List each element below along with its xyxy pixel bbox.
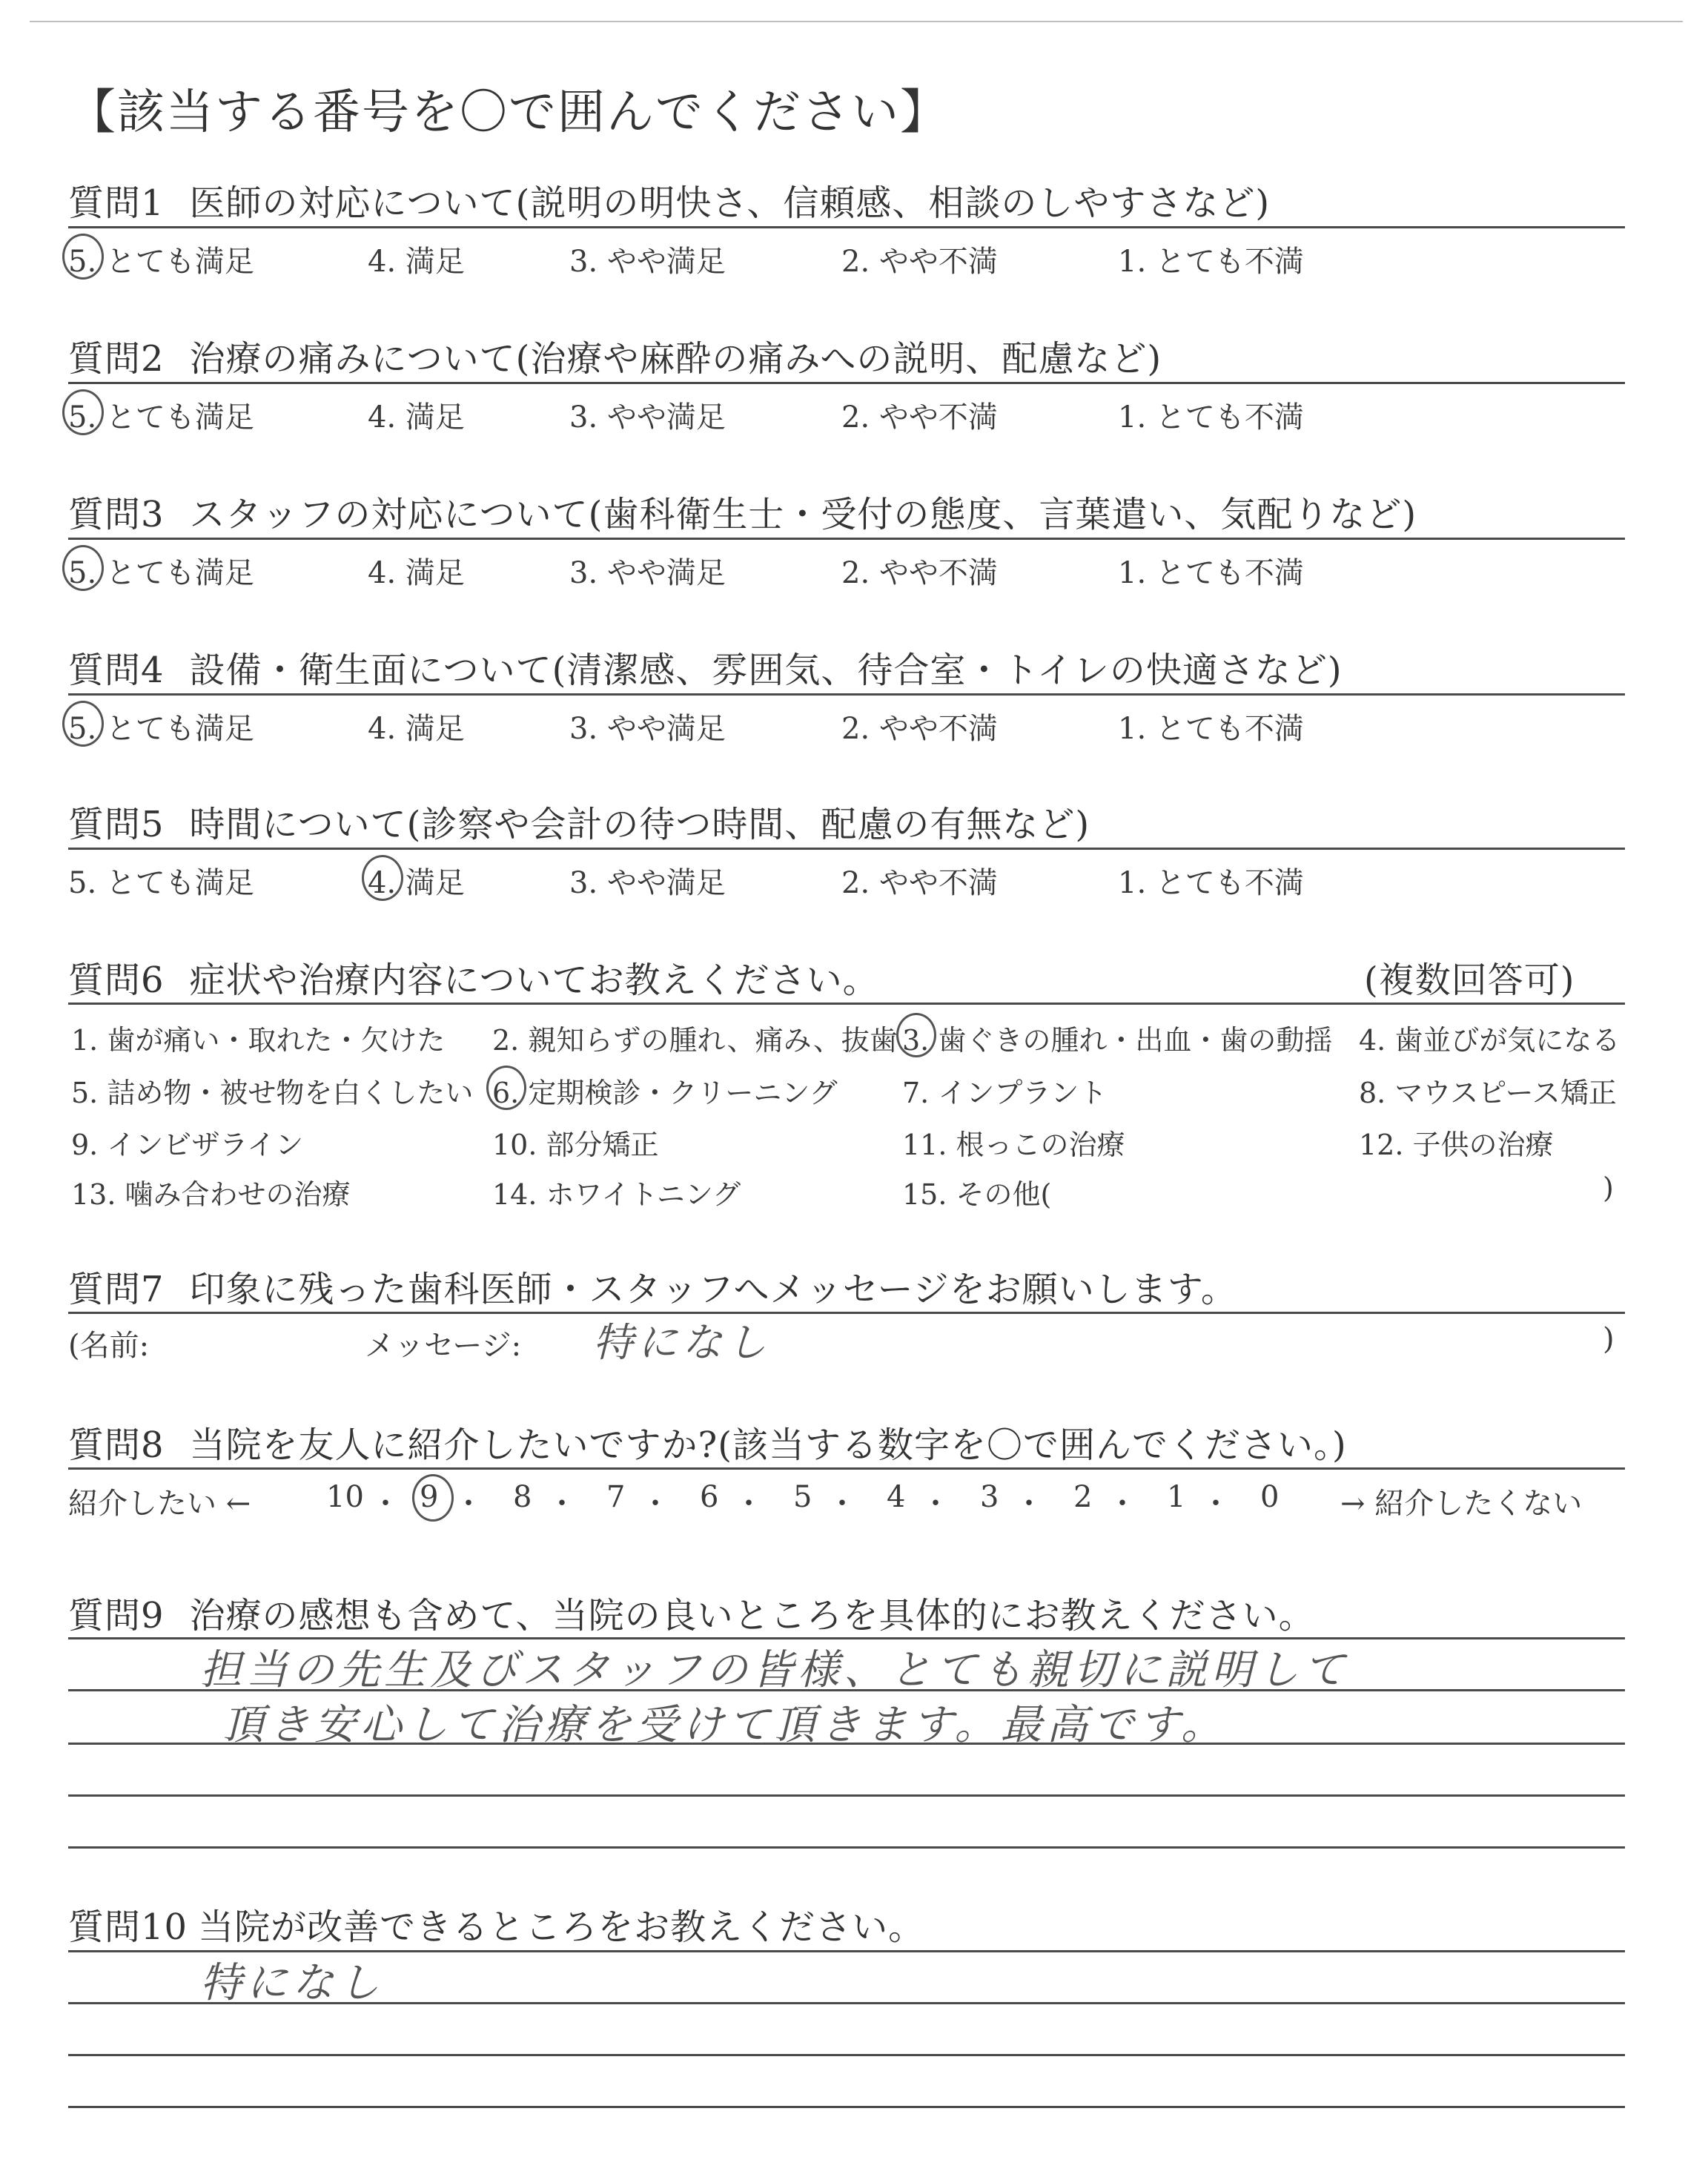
- q9-text: 治療の感想も含めて、当院の良いところを具体的にお教えください。: [189, 1595, 1315, 1636]
- q8-scale-8[interactable]: 8: [513, 1480, 532, 1514]
- q1-rule: [68, 226, 1625, 228]
- q10-heading: [68, 1898, 924, 1949]
- q3-label: 質問3: [68, 494, 165, 535]
- q7-message-label: メッセージ:: [365, 1329, 522, 1363]
- q8-scale-6[interactable]: 6: [700, 1480, 719, 1514]
- q6-label: 質問6: [68, 960, 165, 1001]
- q6-rule: [68, 1003, 1625, 1005]
- q4-option-5[interactable]: 5. とても満足: [68, 712, 254, 746]
- q7-name-label: (名前:: [68, 1329, 150, 1363]
- q8-separator: ・: [1108, 1487, 1137, 1521]
- q8-scale-4[interactable]: 4: [887, 1480, 906, 1514]
- q1-option-1[interactable]: 1. とても不満: [1118, 245, 1304, 279]
- q6-option-2[interactable]: 2. 親知らずの腫れ、痛み、抜歯: [492, 1024, 898, 1057]
- q8-scale-7[interactable]: 7: [606, 1480, 626, 1514]
- selection-circle: [362, 855, 403, 901]
- q1-option-4[interactable]: 4. 満足: [368, 245, 465, 279]
- q10-text: 当院が改善できるところをお教えください。: [198, 1906, 925, 1948]
- q6-option-11[interactable]: 11. 根っこの治療: [902, 1129, 1125, 1161]
- q5-option-5[interactable]: 5. とても満足: [68, 866, 254, 900]
- q3-text: スタッフの対応について(歯科衛生士・受付の態度、言葉遣い、気配りなど): [189, 494, 1417, 535]
- q6-option-15[interactable]: 15. その他(: [902, 1178, 1052, 1211]
- q6-option-10[interactable]: 10. 部分矯正: [492, 1129, 659, 1161]
- q2-label: 質問2: [68, 338, 165, 380]
- q8-label: 質問8: [68, 1424, 165, 1466]
- q8-separator: ・: [547, 1487, 577, 1521]
- q7-heading: [68, 1261, 1237, 1312]
- selection-circle: [62, 701, 104, 747]
- q3-option-5[interactable]: 5. とても満足: [68, 556, 254, 590]
- q4-option-2[interactable]: 2. やや不満: [841, 712, 998, 746]
- q9-heading: [68, 1587, 1315, 1638]
- q9-answer-line-1: 担当の先生及びスタッフの皆様、とても親切に説明して: [200, 1646, 1349, 1694]
- q6-option-6[interactable]: 6. 定期検診・クリーニング: [492, 1077, 838, 1109]
- q8-separator: ・: [1201, 1487, 1231, 1521]
- q5-option-3[interactable]: 3. やや満足: [569, 866, 726, 900]
- q6-option-7[interactable]: 7. インプラント: [902, 1077, 1108, 1109]
- q8-scale-5[interactable]: 5: [793, 1480, 812, 1514]
- q4-option-3[interactable]: 3. やや満足: [569, 712, 726, 746]
- q6-option-13[interactable]: 13. 噛み合わせの治療: [71, 1178, 351, 1211]
- q1-label: 質問1: [68, 182, 165, 224]
- q4-text: 設備・衛生面について(清潔感、雰囲気、待合室・トイレの快適さなど): [189, 650, 1343, 691]
- q8-scale-9[interactable]: 9: [420, 1480, 439, 1514]
- q10-rule-3: [68, 2054, 1625, 2056]
- q8-scale-2[interactable]: 2: [1073, 1480, 1093, 1514]
- q4-option-1[interactable]: 1. とても不満: [1118, 712, 1304, 746]
- q7-text: 印象に残った歯科医師・スタッフへメッセージをお願いします。: [189, 1269, 1237, 1310]
- q6-option-12[interactable]: 12. 子供の治療: [1359, 1129, 1554, 1161]
- q8-separator: ・: [921, 1487, 950, 1521]
- q8-scale-3[interactable]: 3: [980, 1480, 999, 1514]
- q6-option-5[interactable]: 5. 詰め物・被せ物を白くしたい: [71, 1077, 474, 1109]
- selection-circle: [62, 389, 104, 435]
- q10-label: 質問10: [68, 1906, 188, 1948]
- q1-option-5[interactable]: 5. とても満足: [68, 245, 254, 279]
- q8-rule: [68, 1467, 1625, 1470]
- q6-option-3[interactable]: 3. 歯ぐきの腫れ・出血・歯の動揺: [902, 1024, 1333, 1057]
- q8-separator: ・: [1014, 1487, 1044, 1521]
- q4-heading: [68, 641, 1343, 693]
- q10-answer: 特になし: [200, 1959, 384, 2007]
- q1-option-3[interactable]: 3. やや満足: [569, 245, 726, 279]
- q4-rule: [68, 693, 1625, 696]
- q9-rule-5: [68, 1846, 1625, 1849]
- q3-option-1[interactable]: 1. とても不満: [1118, 556, 1304, 590]
- q6-text: 症状や治療内容についてお教えください。: [189, 960, 879, 1001]
- q5-option-2[interactable]: 2. やや不満: [841, 866, 998, 900]
- q2-option-5[interactable]: 5. とても満足: [68, 400, 254, 435]
- q5-option-1[interactable]: 1. とても不満: [1118, 866, 1304, 900]
- q1-text: 医師の対応について(説明の明快さ、信頼感、相談のしやすさなど): [189, 182, 1271, 224]
- q8-separator: ・: [454, 1487, 483, 1521]
- q2-text: 治療の痛みについて(治療や麻酔の痛みへの説明、配慮など): [189, 338, 1162, 380]
- q2-option-4[interactable]: 4. 満足: [368, 400, 465, 435]
- q5-option-4[interactable]: 4. 満足: [368, 866, 465, 900]
- q2-option-2[interactable]: 2. やや不満: [841, 400, 998, 435]
- q7-message-value: 特になし: [593, 1319, 771, 1366]
- q6-option-14[interactable]: 14. ホワイトニング: [492, 1178, 741, 1211]
- q8-separator: ・: [734, 1487, 764, 1521]
- q6-heading: [68, 951, 879, 1003]
- q6-option-9[interactable]: 9. インビザライン: [71, 1129, 304, 1161]
- q5-label: 質問5: [68, 804, 165, 845]
- q2-rule: [68, 382, 1625, 384]
- q3-rule: [68, 538, 1625, 540]
- q9-answer-line-2: 頂き安心して治療を受けて頂きます。最高です。: [222, 1701, 1228, 1749]
- q5-rule: [68, 848, 1625, 850]
- q7-label: 質問7: [68, 1269, 165, 1310]
- q6-option-8[interactable]: 8. マウスピース矯正: [1359, 1077, 1617, 1109]
- q8-separator: ・: [371, 1487, 400, 1521]
- q5-heading: [68, 796, 1090, 847]
- q8-separator: ・: [827, 1487, 857, 1521]
- selection-circle: [62, 234, 104, 280]
- q2-option-3[interactable]: 3. やや満足: [569, 400, 726, 435]
- q3-option-2[interactable]: 2. やや不満: [841, 556, 998, 590]
- q5-text: 時間について(診察や会計の待つ時間、配慮の有無など): [189, 804, 1090, 845]
- page-title: 【該当する番号を〇で囲んでください】: [68, 85, 949, 140]
- q3-heading: [68, 486, 1417, 537]
- q3-option-3[interactable]: 3. やや満足: [569, 556, 726, 590]
- selection-circle: [412, 1474, 454, 1522]
- q9-rule-4: [68, 1794, 1625, 1797]
- q4-label: 質問4: [68, 650, 165, 691]
- q8-scale-10[interactable]: 10: [326, 1480, 364, 1514]
- scan-edge-line: [30, 21, 1683, 22]
- q8-scale-0[interactable]: 0: [1260, 1480, 1280, 1514]
- q10-rule-4: [68, 2106, 1625, 2108]
- selection-circle: [62, 545, 104, 591]
- q3-option-4[interactable]: 4. 満足: [368, 556, 465, 590]
- q8-scale-1[interactable]: 1: [1167, 1480, 1186, 1514]
- q1-option-2[interactable]: 2. やや不満: [841, 245, 998, 279]
- q8-right-label: → 紹介したくない: [1340, 1487, 1583, 1521]
- selection-circle: [896, 1013, 936, 1057]
- q4-option-4[interactable]: 4. 満足: [368, 712, 465, 746]
- q6-other-close: ): [1603, 1172, 1614, 1204]
- q2-option-1[interactable]: 1. とても不満: [1118, 400, 1304, 435]
- q7-close: ): [1603, 1322, 1615, 1356]
- q6-note: (複数回答可): [1364, 960, 1575, 1001]
- selection-circle: [486, 1066, 526, 1110]
- q9-label: 質問9: [68, 1595, 165, 1636]
- q8-heading: [68, 1416, 1347, 1467]
- q8-left-label: 紹介したい ←: [68, 1487, 251, 1521]
- q8-text: 当院を友人に紹介したいですか?(該当する数字を〇で囲んでください。): [189, 1424, 1347, 1466]
- q6-option-1[interactable]: 1. 歯が痛い・取れた・欠けた: [71, 1024, 446, 1057]
- q8-separator: ・: [640, 1487, 670, 1521]
- q2-heading: [68, 330, 1162, 381]
- q6-option-4[interactable]: 4. 歯並びが気になる: [1359, 1024, 1621, 1057]
- q7-rule: [68, 1312, 1625, 1314]
- q1-heading: [68, 174, 1270, 225]
